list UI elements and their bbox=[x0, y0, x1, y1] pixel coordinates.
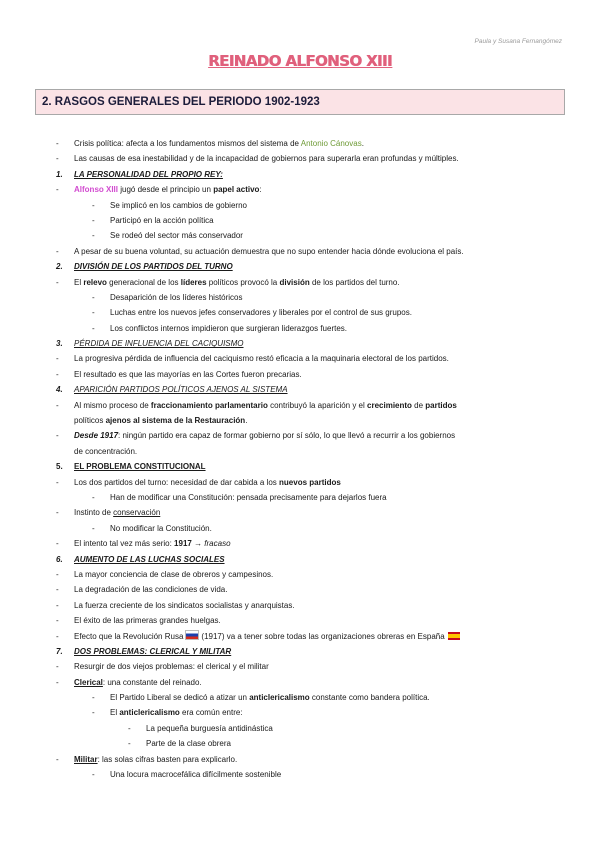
list-item: - Se rodeó del sector más conservador bbox=[92, 231, 243, 241]
list-item: - Participó en la acción política bbox=[92, 215, 214, 225]
list-item: - Resurgir de dos viejos problemas: el clerical y el militar bbox=[56, 662, 269, 672]
document-body bbox=[56, 136, 576, 782]
list-item: - Los dos partidos del turno: necesidad de dar cabida a los nuevos partidos bbox=[56, 477, 341, 487]
list-item: - A pesar de su buena voluntad, su actuación demuestra que no supo entender hacia dónde evoluciona el país. bbox=[56, 246, 464, 256]
list-item-continuation: políticos ajenos al sistema de la Restauración. bbox=[74, 416, 248, 426]
list-item: - El intento tal vez más serio: 1917 → fracaso bbox=[56, 539, 231, 549]
list-item: - No modificar la Constitución. bbox=[92, 523, 212, 533]
section-heading-3: 3. PÉRDIDA DE INFLUENCIA DEL CACIQUISMO bbox=[56, 339, 244, 349]
list-item: - El Partido Liberal se dedicó a atizar un anticlericalismo constante como bandera política. bbox=[92, 693, 430, 703]
list-item: - La mayor conciencia de clase de obreros y campesinos. bbox=[56, 569, 274, 579]
list-item: - Se implicó en los cambios de gobierno bbox=[92, 200, 247, 210]
list-item: - Al mismo proceso de fraccionamiento parlamentario contribuyó la aparición y el crecimiento de partidos bbox=[56, 400, 457, 410]
list-item: - Clerical: una constante del reinado. bbox=[56, 677, 202, 687]
list-item: - Desaparición de los líderes históricos bbox=[92, 292, 243, 302]
list-item: - El anticlericalismo era común entre: bbox=[92, 708, 243, 718]
list-item: - Luchas entre los nuevos jefes conservadores y liberales por el control de sus grupos. bbox=[92, 308, 412, 318]
section-heading-2: 2. DIVISIÓN DE LOS PARTIDOS DEL TURNO bbox=[56, 262, 233, 272]
spain-flag-icon bbox=[448, 632, 460, 640]
list-item: - Crisis política: afecta a los fundamentos mismos del sistema de Antonio Cánovas. bbox=[56, 139, 364, 148]
list-item: - La pequeña burguesía antidinástica bbox=[128, 723, 273, 733]
list-item: - Han de modificar una Constitución: pensada precisamente para dejarlos fuera bbox=[92, 492, 387, 502]
section-heading-4: 4. APARICIÓN PARTIDOS POLÍTICOS AJENOS AL SISTEMA bbox=[56, 385, 288, 395]
list-item: - El éxito de las primeras grandes huelgas. bbox=[56, 616, 221, 626]
list-item: - El relevo generacional de los líderes políticos provocó la división de los partidos del turno. bbox=[56, 277, 400, 287]
list-item: - Desde 1917: ningún partido era capaz de formar gobierno por sí sólo, lo que llevó a recurrir a los gobiernos bbox=[56, 431, 456, 441]
section-heading-7: 7. DOS PROBLEMAS: CLERICAL Y MILITAR bbox=[56, 646, 232, 656]
list-item: - Alfonso XIII jugó desde el principio un papel activo: bbox=[56, 185, 262, 195]
list-item: - La degradación de las condiciones de vida. bbox=[56, 585, 228, 595]
author-credit: Paula y Susana Fernangómez bbox=[474, 38, 562, 45]
section-heading-5: 5. EL PROBLEMA CONSTITUCIONAL bbox=[56, 462, 206, 472]
section-heading-6: 6. AUMENTO DE LAS LUCHAS SOCIALES bbox=[56, 554, 225, 564]
list-item: - Una locura macrocefálica difícilmente sostenible bbox=[92, 770, 282, 780]
list-item: - Parte de la clase obrera bbox=[128, 739, 231, 749]
list-item-continuation: de concentración. bbox=[74, 446, 138, 456]
list-item: - La fuerza creciente de los sindicatos socialistas y anarquistas. bbox=[56, 600, 295, 610]
list-item: - Las causas de esa inestabilidad y de la incapacidad de gobiernos para superarla eran profundas y múltiples. bbox=[56, 154, 459, 164]
section-heading-1: 1. LA PERSONALIDAD DEL PROPIO REY: bbox=[56, 169, 223, 179]
section-header bbox=[35, 89, 565, 115]
list-item: - Militar: las solas cifras basten para explicarlo. bbox=[56, 754, 238, 764]
list-item: - La progresiva pérdida de influencia del caciquismo restó eficacia a la maquinaria electoral de los partidos. bbox=[56, 354, 449, 364]
russia-flag-icon bbox=[185, 630, 199, 640]
list-item: - Efecto que la Revolución Rusa (1917) va a tener sobre todas las organizaciones obreras en España bbox=[56, 629, 576, 644]
list-item: - El resultado es que las mayorías en las Cortes fueron precarias. bbox=[56, 369, 302, 379]
list-item: - Instinto de conservación bbox=[56, 508, 161, 518]
section-title: 2. RASGOS GENERALES DEL PERIODO 1902-1923 bbox=[42, 96, 320, 108]
list-item: - Los conflictos internos impidieron que surgieran liderazgos fuertes. bbox=[92, 323, 348, 333]
page-title: REINADO ALFONSO XIII bbox=[208, 52, 392, 70]
